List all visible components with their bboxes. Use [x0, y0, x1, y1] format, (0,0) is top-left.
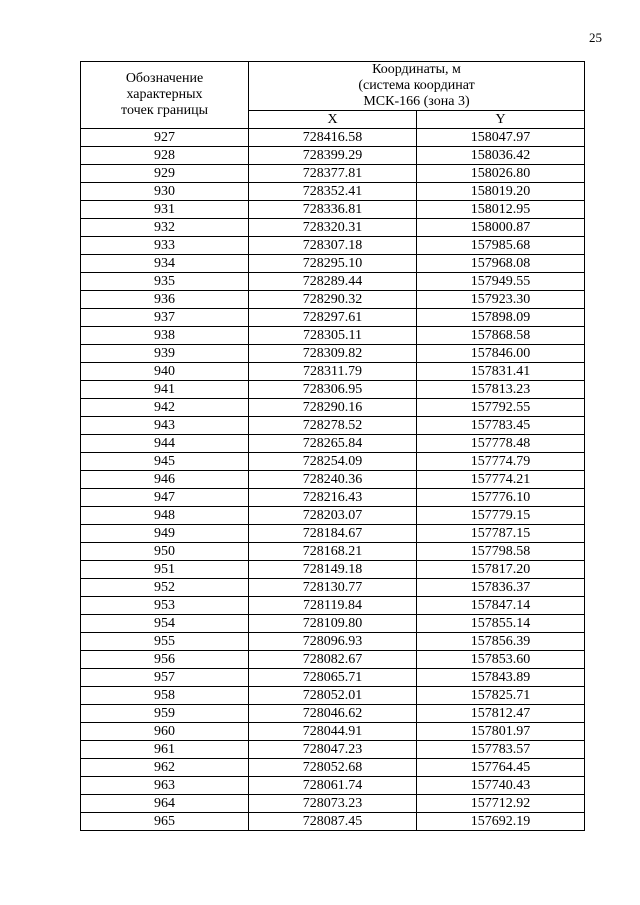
x-coordinate-cell: 728087.45 — [249, 813, 417, 831]
point-number-cell: 956 — [81, 651, 249, 669]
point-number-cell: 961 — [81, 741, 249, 759]
table-row — [81, 201, 585, 219]
table-row — [81, 273, 585, 291]
y-coordinate-cell: 157855.14 — [417, 615, 585, 633]
point-number-cell: 962 — [81, 759, 249, 777]
x-coordinate-cell: 728184.67 — [249, 525, 417, 543]
table-row — [81, 579, 585, 597]
x-coordinate-cell: 728082.67 — [249, 651, 417, 669]
y-coordinate-cell: 157783.45 — [417, 417, 585, 435]
y-coordinate-cell: 157779.15 — [417, 507, 585, 525]
x-coordinate-cell: 728130.77 — [249, 579, 417, 597]
point-column-header — [81, 62, 249, 129]
point-number-cell: 939 — [81, 345, 249, 363]
table-row — [81, 399, 585, 417]
x-coordinate-cell: 728052.01 — [249, 687, 417, 705]
x-coordinate-cell: 728311.79 — [249, 363, 417, 381]
table-row — [81, 363, 585, 381]
y-coordinate-cell: 157787.15 — [417, 525, 585, 543]
x-coordinate-cell: 728240.36 — [249, 471, 417, 489]
y-coordinate-cell: 157813.23 — [417, 381, 585, 399]
point-number-cell: 941 — [81, 381, 249, 399]
x-coordinate-cell: 728416.58 — [249, 129, 417, 147]
point-number-cell: 946 — [81, 471, 249, 489]
x-coordinate-cell: 728336.81 — [249, 201, 417, 219]
table-row — [81, 417, 585, 435]
table-row — [81, 489, 585, 507]
y-coordinate-cell: 157853.60 — [417, 651, 585, 669]
y-coordinate-cell: 157817.20 — [417, 561, 585, 579]
point-number-cell: 958 — [81, 687, 249, 705]
x-coordinate-cell: 728352.41 — [249, 183, 417, 201]
point-number-cell: 947 — [81, 489, 249, 507]
point-number-cell: 959 — [81, 705, 249, 723]
y-coordinate-cell: 157778.48 — [417, 435, 585, 453]
point-number-cell: 942 — [81, 399, 249, 417]
table-row — [81, 165, 585, 183]
point-header-line: характерных — [126, 87, 203, 102]
point-number-cell: 938 — [81, 327, 249, 345]
coordinates-table — [80, 61, 585, 831]
y-coordinate-cell: 157949.55 — [417, 273, 585, 291]
y-coordinate-cell: 157923.30 — [417, 291, 585, 309]
table-body — [81, 129, 585, 831]
x-coordinate-cell: 728377.81 — [249, 165, 417, 183]
x-coordinate-cell: 728168.21 — [249, 543, 417, 561]
x-coordinate-cell: 728254.09 — [249, 453, 417, 471]
point-number-cell: 945 — [81, 453, 249, 471]
point-number-cell: 927 — [81, 129, 249, 147]
point-number-cell: 950 — [81, 543, 249, 561]
x-coordinate-cell: 728265.84 — [249, 435, 417, 453]
table-row — [81, 669, 585, 687]
page-number: 25 — [589, 30, 602, 45]
x-coordinate-cell: 728306.95 — [249, 381, 417, 399]
point-number-cell: 951 — [81, 561, 249, 579]
point-number-cell: 964 — [81, 795, 249, 813]
table-row — [81, 381, 585, 399]
table-row — [81, 525, 585, 543]
x-coordinate-cell: 728305.11 — [249, 327, 417, 345]
point-number-cell: 944 — [81, 435, 249, 453]
x-coordinate-cell: 728297.61 — [249, 309, 417, 327]
table-row — [81, 777, 585, 795]
table-row — [81, 183, 585, 201]
x-coordinate-cell: 728052.68 — [249, 759, 417, 777]
point-number-cell: 930 — [81, 183, 249, 201]
y-coordinate-cell: 158000.87 — [417, 219, 585, 237]
x-coordinate-cell: 728046.62 — [249, 705, 417, 723]
point-number-cell: 940 — [81, 363, 249, 381]
table-row — [81, 147, 585, 165]
y-coordinate-cell: 157898.09 — [417, 309, 585, 327]
point-number-cell: 943 — [81, 417, 249, 435]
y-coordinate-cell: 157783.57 — [417, 741, 585, 759]
y-coordinate-cell: 158012.95 — [417, 201, 585, 219]
point-number-cell: 937 — [81, 309, 249, 327]
table-row — [81, 813, 585, 831]
y-coordinate-cell: 157712.92 — [417, 795, 585, 813]
point-number-cell: 952 — [81, 579, 249, 597]
x-coordinate-cell: 728073.23 — [249, 795, 417, 813]
x-coordinate-cell: 728096.93 — [249, 633, 417, 651]
point-header-line: Обозначение — [125, 71, 204, 86]
x-coordinate-cell: 728307.18 — [249, 237, 417, 255]
table-header-row — [81, 62, 585, 111]
x-coordinate-cell: 728320.31 — [249, 219, 417, 237]
point-number-cell: 955 — [81, 633, 249, 651]
y-coordinate-cell: 157774.79 — [417, 453, 585, 471]
coordinates-header-line: (система координат — [358, 78, 475, 93]
y-coordinate-cell: 157740.43 — [417, 777, 585, 795]
point-number-cell: 931 — [81, 201, 249, 219]
point-number-cell: 965 — [81, 813, 249, 831]
point-number-cell: 960 — [81, 723, 249, 741]
x-coordinate-cell: 728399.29 — [249, 147, 417, 165]
y-coordinate-cell: 157856.39 — [417, 633, 585, 651]
y-coordinate-cell: 157792.55 — [417, 399, 585, 417]
table-row — [81, 759, 585, 777]
y-coordinate-cell: 157812.47 — [417, 705, 585, 723]
x-coordinate-cell: 728278.52 — [249, 417, 417, 435]
table-row — [81, 471, 585, 489]
table-row — [81, 129, 585, 147]
point-number-cell: 953 — [81, 597, 249, 615]
y-column-header: Y — [417, 111, 585, 129]
table-row — [81, 291, 585, 309]
table-row — [81, 795, 585, 813]
y-coordinate-cell: 157764.45 — [417, 759, 585, 777]
table-row — [81, 435, 585, 453]
point-number-cell: 929 — [81, 165, 249, 183]
table-row — [81, 237, 585, 255]
x-coordinate-cell: 728290.32 — [249, 291, 417, 309]
x-coordinate-cell: 728203.07 — [249, 507, 417, 525]
x-coordinate-cell: 728109.80 — [249, 615, 417, 633]
y-coordinate-cell: 158026.80 — [417, 165, 585, 183]
x-column-header: X — [249, 111, 417, 129]
table-row — [81, 453, 585, 471]
x-coordinate-cell: 728309.82 — [249, 345, 417, 363]
point-number-cell: 934 — [81, 255, 249, 273]
y-coordinate-cell: 157831.41 — [417, 363, 585, 381]
y-coordinate-cell: 158036.42 — [417, 147, 585, 165]
x-coordinate-cell: 728290.16 — [249, 399, 417, 417]
y-coordinate-cell: 157774.21 — [417, 471, 585, 489]
point-number-cell: 933 — [81, 237, 249, 255]
table-row — [81, 345, 585, 363]
point-number-cell: 948 — [81, 507, 249, 525]
coordinates-header-line: Координаты, м — [372, 62, 461, 77]
y-coordinate-cell: 157868.58 — [417, 327, 585, 345]
table-row — [81, 597, 585, 615]
y-coordinate-cell: 157798.58 — [417, 543, 585, 561]
table-row — [81, 723, 585, 741]
point-number-cell: 957 — [81, 669, 249, 687]
y-coordinate-cell: 157847.14 — [417, 597, 585, 615]
table-row — [81, 561, 585, 579]
y-coordinate-cell: 158019.20 — [417, 183, 585, 201]
table-row — [81, 633, 585, 651]
table-row — [81, 309, 585, 327]
y-coordinate-cell: 157692.19 — [417, 813, 585, 831]
point-number-cell: 936 — [81, 291, 249, 309]
y-coordinate-cell: 158047.97 — [417, 129, 585, 147]
x-coordinate-cell: 728289.44 — [249, 273, 417, 291]
table-row — [81, 687, 585, 705]
table-row — [81, 507, 585, 525]
table-row — [81, 651, 585, 669]
x-coordinate-cell: 728149.18 — [249, 561, 417, 579]
point-header-line: точек границы — [121, 103, 208, 118]
table-row — [81, 705, 585, 723]
y-coordinate-cell: 157801.97 — [417, 723, 585, 741]
x-coordinate-cell: 728065.71 — [249, 669, 417, 687]
point-number-cell: 954 — [81, 615, 249, 633]
table-row — [81, 219, 585, 237]
y-coordinate-cell: 157843.89 — [417, 669, 585, 687]
y-coordinate-cell: 157776.10 — [417, 489, 585, 507]
point-number-cell: 935 — [81, 273, 249, 291]
y-coordinate-cell: 157825.71 — [417, 687, 585, 705]
x-coordinate-cell: 728044.91 — [249, 723, 417, 741]
x-coordinate-cell: 728295.10 — [249, 255, 417, 273]
point-number-cell: 928 — [81, 147, 249, 165]
y-coordinate-cell: 157836.37 — [417, 579, 585, 597]
table-row — [81, 543, 585, 561]
table-row — [81, 615, 585, 633]
y-coordinate-cell: 157846.00 — [417, 345, 585, 363]
table-row — [81, 255, 585, 273]
x-coordinate-cell: 728061.74 — [249, 777, 417, 795]
coordinates-header-line: МСК-166 (зона 3) — [363, 94, 470, 109]
point-number-cell: 949 — [81, 525, 249, 543]
x-coordinate-cell: 728047.23 — [249, 741, 417, 759]
point-number-cell: 963 — [81, 777, 249, 795]
table-row — [81, 741, 585, 759]
y-coordinate-cell: 157985.68 — [417, 237, 585, 255]
x-coordinate-cell: 728216.43 — [249, 489, 417, 507]
coordinates-column-header — [249, 62, 585, 111]
point-number-cell: 932 — [81, 219, 249, 237]
x-coordinate-cell: 728119.84 — [249, 597, 417, 615]
table-row — [81, 327, 585, 345]
y-coordinate-cell: 157968.08 — [417, 255, 585, 273]
